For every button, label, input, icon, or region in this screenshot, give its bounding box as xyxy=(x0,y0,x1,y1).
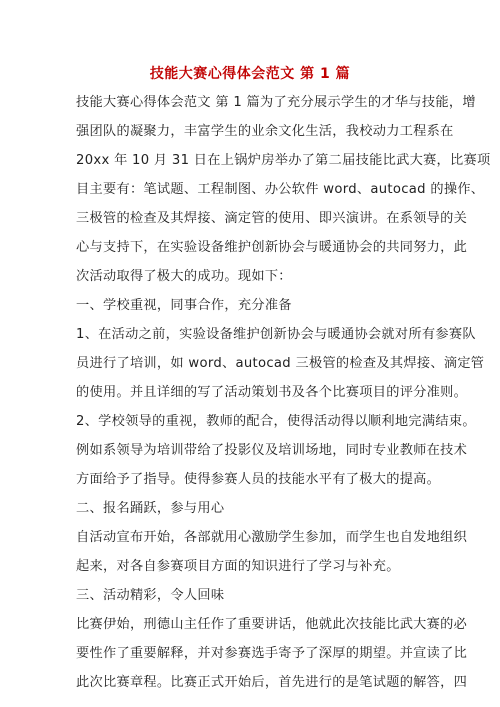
paragraph-line: 的使用。并且详细的写了活动策划书及各个比赛项目的评分准则。 xyxy=(76,385,468,400)
paragraph-line: 例如系领导为培训带给了投影仪及培训场地，同时专业教师在技术 xyxy=(76,443,468,458)
paragraph-line: 心与支持下，在实验设备维护创新协会与暖通协会的共同努力，此 xyxy=(76,240,468,255)
document-title: 技能大赛心得体会范文 第 1 篇 xyxy=(149,66,351,82)
paragraph-line: 员进行了培训，如 word、autocad 三极管的检查及其焊接、滴定管 xyxy=(76,356,485,371)
paragraph-line: 起来，对各自参赛项目方面的知识进行了学习与补充。 xyxy=(76,559,400,574)
section-heading: 二、报名踊跃，参与用心 xyxy=(76,501,225,516)
paragraph-line: 强团队的凝聚力，丰富学生的业余文化生活，我校动力工程系在 xyxy=(76,124,454,139)
paragraph-line: 次活动取得了极大的成功。现如下： xyxy=(76,269,292,284)
paragraph-line: 2、学校领导的重视，教师的配合，使得活动得以顺利地完满结束。 xyxy=(76,414,476,429)
section-heading: 三、活动精彩，令人回味 xyxy=(76,588,225,603)
paragraph-line: 此次比赛章程。比赛正式开始后，首先进行的是笔试题的解答，四 xyxy=(76,675,468,690)
paragraph-line: 目主要有：笔试题、工程制图、办公软件 word、autocad 的操作、 xyxy=(76,182,485,197)
paragraph-line: 20xx 年 10 月 31 日在上锅炉房举办了第二届技能比武大赛，比赛项 xyxy=(76,153,491,168)
paragraph-line: 要性作了重要解释，并对参赛选手寄予了深厚的期望。并宣读了比 xyxy=(76,646,468,661)
paragraph-line: 比赛伊始，刑德山主任作了重要讲话，他就此次技能比武大赛的必 xyxy=(76,617,468,632)
paragraph-line: 方面给予了指导。使得参赛人员的技能水平有了极大的提高。 xyxy=(76,472,441,487)
section-heading: 一、学校重视，同事合作，充分准备 xyxy=(76,298,292,313)
paragraph-line: 技能大赛心得体会范文 第 1 篇为了充分展示学生的才华与技能，增 xyxy=(76,95,476,110)
paragraph-line: 三极管的检查及其焊接、滴定管的使用、即兴演讲。在系领导的关 xyxy=(76,211,468,226)
paragraph-line: 1、在活动之前，实验设备维护创新协会与暖通协会就对所有参赛队 xyxy=(76,327,476,342)
paragraph-line: 自活动宣布开始，各部就用心激励学生参加，而学生也自发地组织 xyxy=(76,530,468,545)
